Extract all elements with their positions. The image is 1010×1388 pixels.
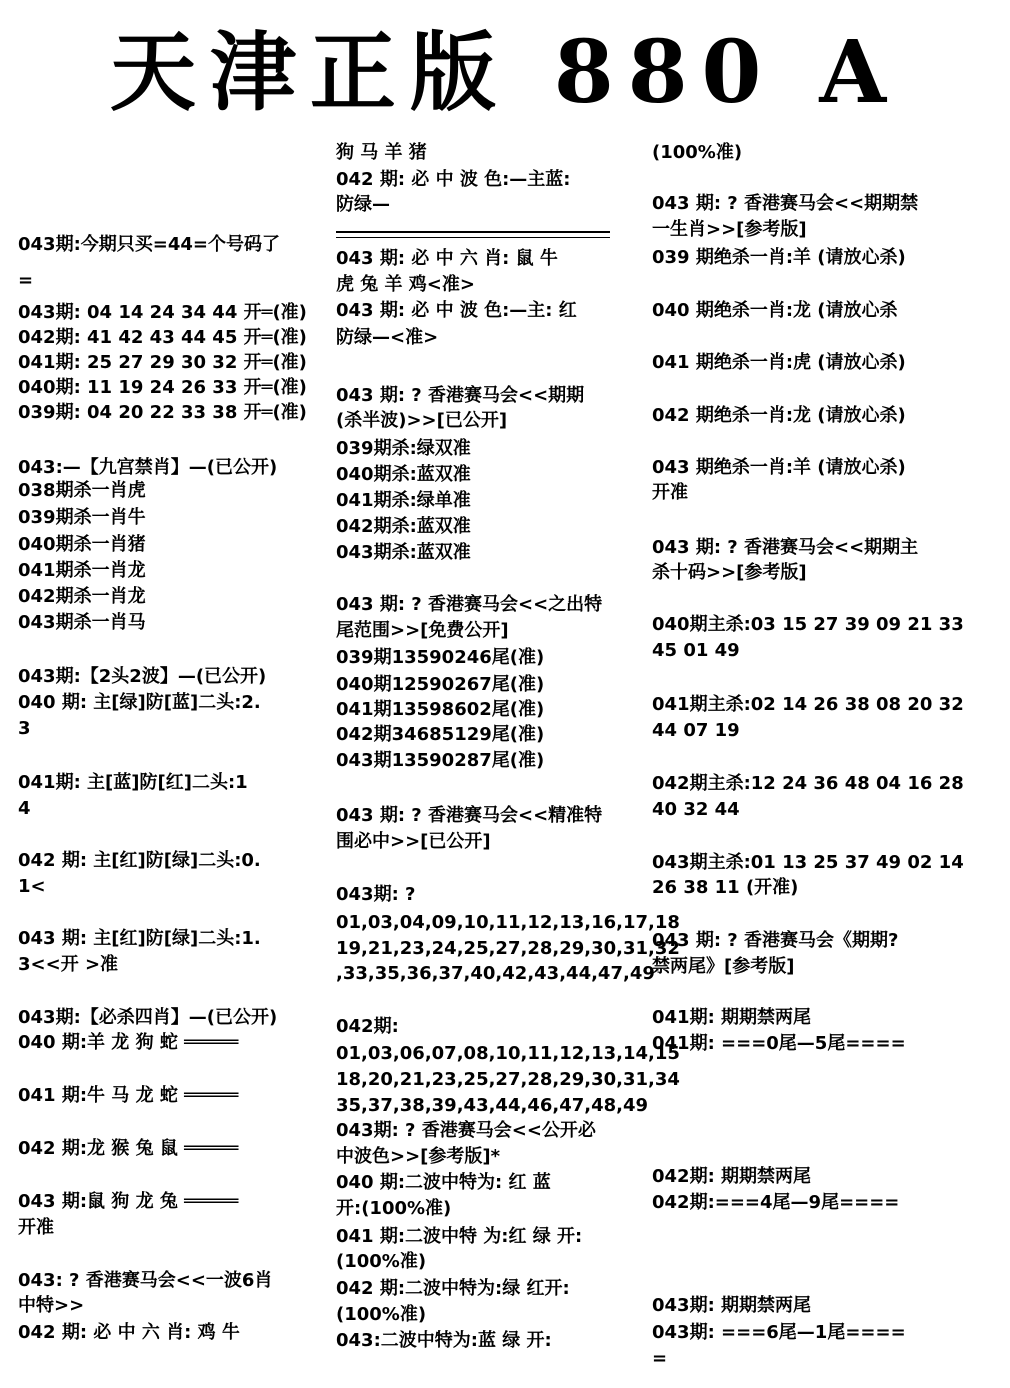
right-text-line: 041期主杀:02 14 26 38 08 20 32: [652, 694, 964, 715]
left-text-line: 043期杀一肖马: [18, 612, 146, 633]
left-text-line: 042 期: 主[红]防[绿]二头:0.: [18, 850, 261, 871]
left-text-line: 3: [18, 718, 31, 739]
right-text-line: =: [652, 1348, 668, 1369]
left-text-line: 043 期: 主[红]防[绿]二头:1.: [18, 928, 261, 949]
right-text-line: 041期: 期期禁两尾: [652, 1007, 812, 1028]
right-text-line: 杀十码>>[参考版]: [652, 562, 807, 583]
right-text-line: 043 期: ? 香港赛马会<<期期禁: [652, 193, 919, 214]
middle-text-line: 042期:: [336, 1016, 399, 1037]
right-text-line: 043 期绝杀一肖:羊 (请放心杀): [652, 457, 906, 478]
left-text-line: 043: ? 香港赛马会<<一波6肖: [18, 1270, 273, 1291]
left-text-line: 4: [18, 798, 31, 819]
left-text-line: 042 期: 必 中 六 肖: 鸡 牛: [18, 1322, 240, 1343]
right-text-line: 042期: 期期禁两尾: [652, 1166, 812, 1187]
left-text-line: 042期: 41 42 43 44 45 开═(准): [18, 327, 307, 348]
right-text-line: 44 07 19: [652, 720, 740, 741]
middle-text-line: 043 期: ? 香港赛马会<<之出特: [336, 594, 603, 615]
middle-text-line: 043期13590287尾(准): [336, 750, 545, 771]
left-text-line: 041期: 25 27 29 30 32 开═(准): [18, 352, 307, 373]
right-text-line: 043期: 期期禁两尾: [652, 1295, 812, 1316]
left-text-line: 043期:今期只买=44=个号码了: [18, 234, 280, 255]
left-text-line: 开准: [18, 1217, 54, 1238]
right-text-line: 一生肖>>[参考版]: [652, 219, 807, 240]
middle-text-line: 042 期:二波中特为:绿 红开:: [336, 1278, 570, 1299]
left-text-line: 中特>>: [18, 1295, 85, 1316]
left-text-line: 1<: [18, 876, 46, 897]
right-text-line: 043期: ===6尾—1尾====: [652, 1322, 906, 1343]
right-text-line: 043 期: ? 香港赛马会《期期?: [652, 930, 899, 951]
right-text-line: 039 期绝杀一肖:羊 (请放心杀): [652, 247, 906, 268]
middle-text-line: 043:二波中特为:蓝 绿 开:: [336, 1330, 552, 1351]
right-text-line: 041 期绝杀一肖:虎 (请放心杀): [652, 352, 906, 373]
left-text-line: 043期:【2头2波】—(已公开): [18, 666, 267, 687]
middle-text-line: 043期杀:蓝双准: [336, 542, 471, 563]
middle-text-line: 042期34685129尾(准): [336, 724, 545, 745]
middle-text-line: 防绿—: [336, 194, 390, 215]
middle-text-line: 042期杀:蓝双准: [336, 516, 471, 537]
page-title: 天津正版 880 A: [109, 22, 901, 123]
left-text-line: 043:—【九宫禁肖】—(已公开): [18, 457, 278, 478]
middle-text-line: 防绿—<准>: [336, 327, 439, 348]
right-text-line: 40 32 44: [652, 799, 740, 820]
middle-text-line: 19,21,23,24,25,27,28,29,30,31,32: [336, 938, 680, 959]
right-text-line: 26 38 11 (开准): [652, 877, 799, 898]
left-text-line: 3<<开 >准: [18, 954, 119, 975]
right-text-line: 040期主杀:03 15 27 39 09 21 33: [652, 614, 964, 635]
right-text-line: 禁两尾》[参考版]: [652, 956, 795, 977]
divider-rule: [336, 237, 610, 238]
left-text-line: 038期杀一肖虎: [18, 480, 146, 501]
middle-text-line: 01,03,06,07,08,10,11,12,13,14,15: [336, 1043, 680, 1064]
right-text-line: 043 期: ? 香港赛马会<<期期主: [652, 537, 919, 558]
right-text-line: 45 01 49: [652, 640, 740, 661]
left-text-line: 039期: 04 20 22 33 38 开═(准): [18, 402, 307, 423]
left-text-line: 042期杀一肖龙: [18, 586, 146, 607]
right-text-line: (100%准): [652, 142, 743, 163]
middle-text-line: 039期杀:绿双准: [336, 438, 471, 459]
right-text-line: 041期: ===0尾—5尾====: [652, 1033, 906, 1054]
divider-rule: [336, 231, 610, 233]
left-text-line: 042 期:龙 猴 兔 鼠 ═════: [18, 1138, 239, 1159]
middle-text-line: 043 期: 必 中 波 色:—主: 红: [336, 300, 577, 321]
middle-text-line: 01,03,04,09,10,11,12,13,16,17,18: [336, 912, 680, 933]
right-text-line: 042期:===4尾—9尾====: [652, 1192, 900, 1213]
middle-text-line: (100%准): [336, 1304, 427, 1325]
middle-text-line: 围必中>>[已公开]: [336, 831, 491, 852]
middle-text-line: ,33,35,36,37,40,42,43,44,47,49: [336, 963, 655, 984]
middle-text-line: 开:(100%准): [336, 1198, 452, 1219]
middle-text-line: 041期杀:绿单准: [336, 490, 471, 511]
left-text-line: 039期杀一肖牛: [18, 507, 146, 528]
middle-text-line: (杀半波)>>[已公开]: [336, 410, 508, 431]
left-text-line: 040 期: 主[绿]防[蓝]二头:2.: [18, 692, 261, 713]
middle-text-line: 狗 马 羊 猪: [336, 142, 427, 163]
right-text-line: 043期主杀:01 13 25 37 49 02 14: [652, 852, 964, 873]
middle-text-line: 虎 兔 羊 鸡<准>: [336, 274, 475, 295]
right-text-line: 开准: [652, 482, 688, 503]
right-text-line: 040 期绝杀一肖:龙 (请放心杀: [652, 300, 898, 321]
left-text-line: =: [18, 270, 34, 291]
left-text-line: 043期: 04 14 24 34 44 开═(准): [18, 302, 307, 323]
middle-text-line: 043 期: ? 香港赛马会<<精准特: [336, 805, 603, 826]
middle-text-line: 041 期:二波中特 为:红 绿 开:: [336, 1226, 583, 1247]
middle-text-line: (100%准): [336, 1251, 427, 1272]
left-text-line: 040期: 11 19 24 26 33 开═(准): [18, 377, 307, 398]
middle-text-line: 040期杀:蓝双准: [336, 464, 471, 485]
left-text-line: 041期杀一肖龙: [18, 560, 146, 581]
left-text-line: 040 期:羊 龙 狗 蛇 ═════: [18, 1032, 239, 1053]
left-text-line: 043 期:鼠 狗 龙 兔 ═════: [18, 1191, 239, 1212]
middle-text-line: 040 期:二波中特为: 红 蓝: [336, 1172, 551, 1193]
right-text-line: 042期主杀:12 24 36 48 04 16 28: [652, 773, 964, 794]
left-text-line: 040期杀一肖猪: [18, 534, 146, 555]
middle-text-line: 042 期: 必 中 波 色:—主蓝:: [336, 169, 571, 190]
middle-text-line: 043期: ? 香港赛马会<<公开必: [336, 1120, 596, 1141]
middle-text-line: 040期12590267尾(准): [336, 674, 545, 695]
middle-text-line: 尾范围>>[免费公开]: [336, 620, 509, 641]
middle-text-line: 039期13590246尾(准): [336, 647, 545, 668]
middle-text-line: 041期13598602尾(准): [336, 699, 545, 720]
middle-text-line: 35,37,38,39,43,44,46,47,48,49: [336, 1095, 649, 1116]
left-text-line: 041 期:牛 马 龙 蛇 ═════: [18, 1085, 239, 1106]
middle-text-line: 18,20,21,23,25,27,28,29,30,31,34: [336, 1069, 680, 1090]
middle-text-line: 043 期: ? 香港赛马会<<期期: [336, 385, 585, 406]
left-text-line: 041期: 主[蓝]防[红]二头:1: [18, 772, 248, 793]
middle-text-line: 中波色>>[参考版]*: [336, 1146, 501, 1167]
middle-text-line: 043期: ?: [336, 884, 416, 905]
middle-text-line: 043 期: 必 中 六 肖: 鼠 牛: [336, 248, 558, 269]
left-text-line: 043期:【必杀四肖】—(已公开): [18, 1007, 278, 1028]
right-text-line: 042 期绝杀一肖:龙 (请放心杀): [652, 405, 906, 426]
